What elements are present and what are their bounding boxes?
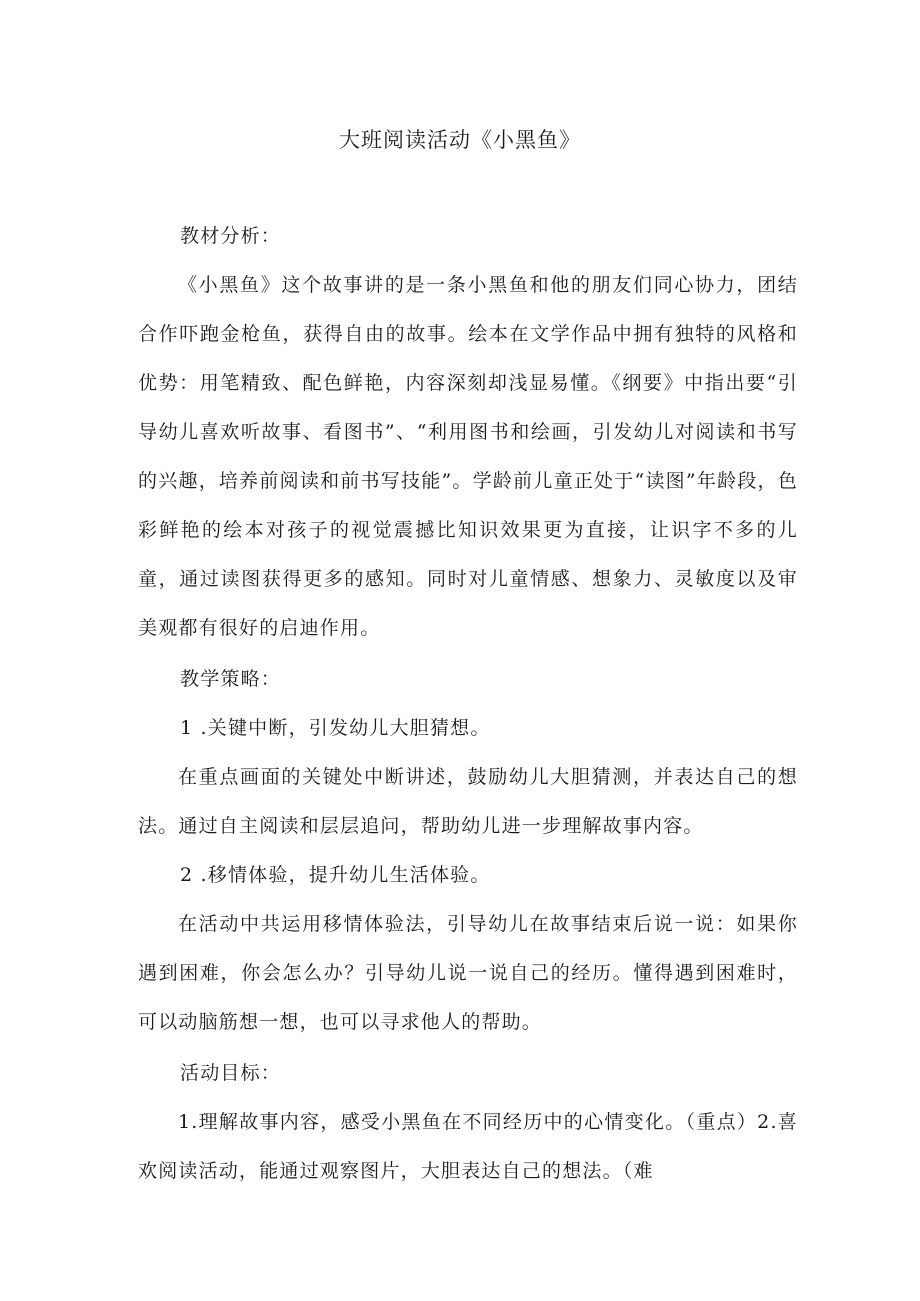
strategy-item-2: 2 .移情体验，提升幼儿生活体验。 [180, 864, 491, 886]
goals-paragraph: 1.理解故事内容，感受小黑鱼在不同经历中的心情变化。（重点）2.喜欢阅读活动，能通过观察图片，大胆表达自己的想法。（难 [138, 1111, 798, 1182]
document-title: 大班阅读活动《小黑鱼》 [339, 128, 581, 152]
section-heading-goals: 活动目标： [180, 1062, 282, 1084]
strategy-paragraph-2: 在活动中共运用移情体验法，引导幼儿在故事结束后说一说：如果你遇到困难，你会怎么办？引导幼儿说一说自己的经历。懂得遇到困难时，可以动脑筋想一想，也可以寻求他人的帮助。 [138, 913, 798, 1033]
document-body [138, 212, 798, 1196]
strategy-paragraph-1: 在重点画面的关键处中断讲述，鼓励幼儿大胆猜测，并表达自己的想法。通过自主阅读和层层追问，帮助幼儿进一步理解故事内容。 [138, 766, 798, 837]
section-heading-strategy: 教学策略： [180, 668, 282, 690]
strategy-item-1: 1 .关键中断，引发幼儿大胆猜想。 [180, 717, 491, 739]
section-heading-materials: 教材分析： [180, 225, 282, 247]
materials-analysis-paragraph: 《小黑鱼》这个故事讲的是一条小黑鱼和他的朋友们同心协力，团结合作吓跑金枪鱼，获得自由的故事。绘本在文学作品中拥有独特的风格和优势：用笔精致、配色鲜艳，内容深刻却浅显易懂。《纲要》中指出要“引导幼儿喜欢听故事、看图书”、“利用图书和绘画，引发幼儿对阅读和书写的兴趣，培养前阅读和前书写技能”。学龄前儿童正处于“读图”年龄段，色彩鲜艳的绘本对孩子的视觉震撼比知识效果更为直接，让识字不多的儿童，通过读图获得更多的感知。同时对儿童情感、想象力、灵敏度以及审美观都有很好的启迪作用。 [138, 274, 798, 639]
